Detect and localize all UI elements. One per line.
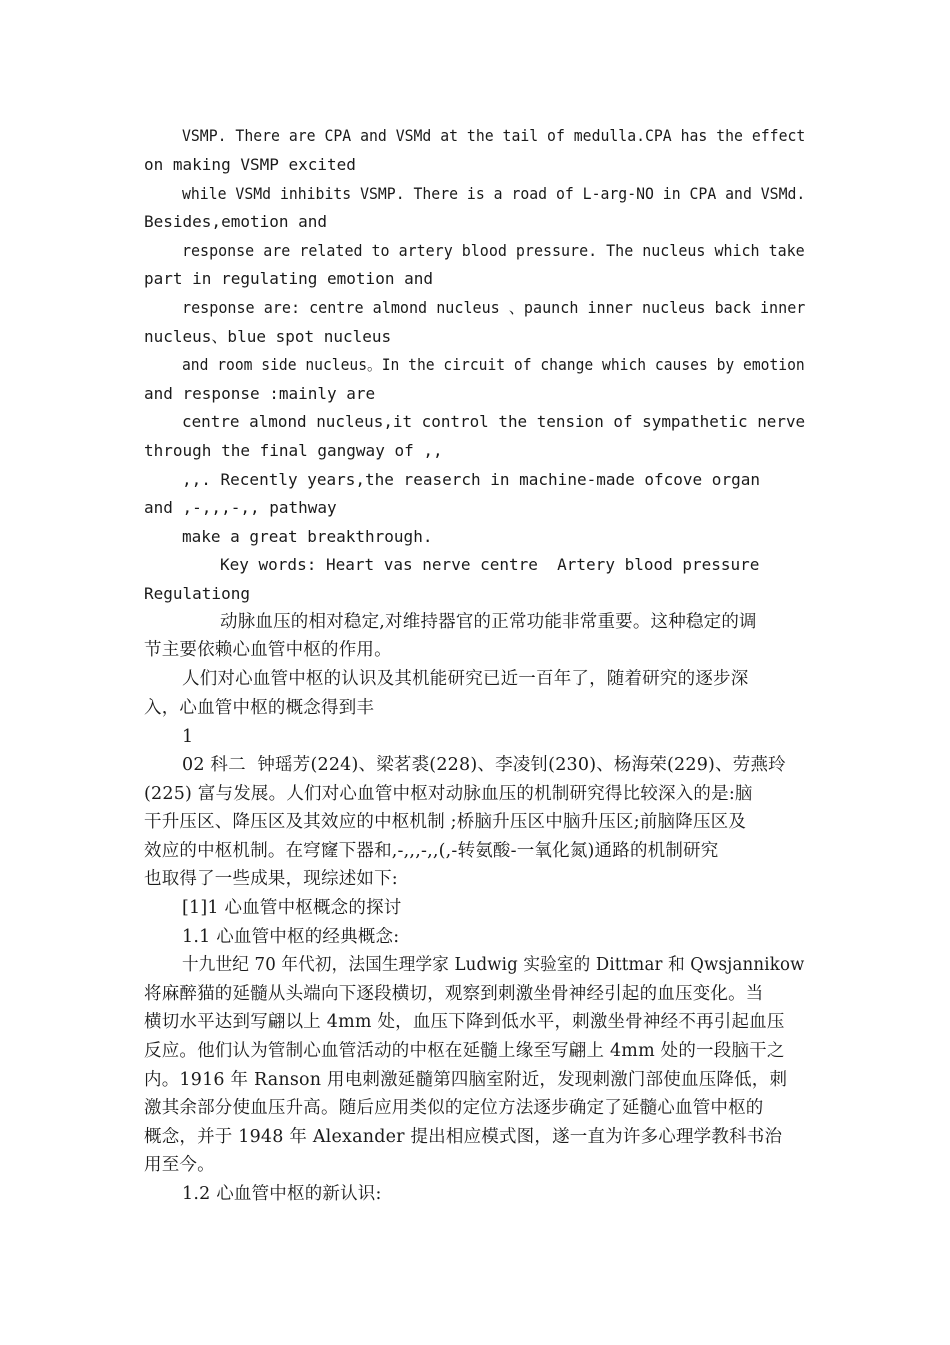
text-line: ,,. Recently years,the reaserch in machine-made ofcove organ xyxy=(182,470,760,489)
text-line: 用至今。 xyxy=(144,1155,215,1175)
text-line: Regulationg xyxy=(144,584,250,603)
text-line: 入，心血管中枢的概念得到丰 xyxy=(144,698,375,718)
keywords-line: Key words: Heart vas nerve centre Artery blood pressure xyxy=(220,555,760,574)
text-line: through the final gangway of ,, xyxy=(144,441,443,460)
text-line: 也取得了一些成果，现综述如下: xyxy=(144,869,398,889)
text-line: 效应的中枢机制。在穹窿下器和,-,,,-,,(,-转氨酸-一氧化氮)通路的机制研究 xyxy=(144,841,719,861)
text-line: 动脉血压的相对稳定,对维持器官的正常功能非常重要。这种稳定的调 xyxy=(220,612,757,632)
authors-line: 02 科二 钟瑶芳(224)、梁茗裘(228)、李凌钊(230)、杨海荣(229)、劳燕玲 xyxy=(182,755,786,775)
text-line: and ,-,,,-,, pathway xyxy=(144,498,337,517)
text-line: part in regulating emotion and xyxy=(144,269,433,288)
text-line: 十九世纪 70 年代初，法国生理学家 Ludwig 实验室的 Dittmar 和 Qwsjannikow xyxy=(182,955,805,975)
text-line: while VSMd inhibits VSMP. There is a road of L-arg-NO in CPA and VSMd. xyxy=(182,184,806,203)
text-line: 内。1916 年 Ranson 用电刺激延髓第四脑室附近，发现刺激门部使血压降低，刺 xyxy=(144,1070,788,1090)
text-line: 人们对心血管中枢的认识及其机能研究已近一百年了，随着研究的逐步深 xyxy=(182,669,749,689)
text-line: on making VSMP excited xyxy=(144,155,356,174)
subsection-heading: 1.1 心血管中枢的经典概念: xyxy=(182,927,400,947)
page-number: 1 xyxy=(182,727,194,747)
text-line: 节主要依赖心血管中枢的作用。 xyxy=(144,640,392,660)
text-line: and response :mainly are xyxy=(144,384,376,403)
text-line: centre almond nucleus,it control the tension of sympathetic nerve xyxy=(182,412,806,431)
text-line: and room side nucleus。In the circuit of change which causes by emotion xyxy=(182,355,805,374)
text-line: 概念，并于 1948 年 Alexander 提出相应模式图，遂一直为许多心理学教科书治 xyxy=(144,1127,783,1147)
text-line: 反应。他们认为管制心血管活动的中枢在延髓上缘至写翩上 4mm 处的一段脑干之 xyxy=(144,1041,785,1061)
section-heading: [1]1 心血管中枢概念的探讨 xyxy=(182,898,402,918)
text-line: 干升压区、降压区及其效应的中枢机制 ;桥脑升压区中脑升压区;前脑降压区及 xyxy=(144,812,747,832)
text-line: 激其余部分使血压升高。随后应用类似的定位方法逐步确定了延髓心血管中枢的 xyxy=(144,1098,764,1118)
text-line: 横切水平达到写翩以上 4mm 处，血压下降到低水平，刺激坐骨神经不再引起血压 xyxy=(144,1012,785,1032)
text-line: response are: centre almond nucleus 、paunch inner nucleus back inner xyxy=(182,298,806,317)
subsection-heading: 1.2 心血管中枢的新认识: xyxy=(182,1184,382,1204)
text-line: 将麻醉猫的延髓从头端向下逐段横切，观察到刺激坐骨神经引起的血压变化。当 xyxy=(144,984,764,1004)
text-line: Besides,emotion and xyxy=(144,212,328,231)
text-line: VSMP. There are CPA and VSMd at the tail of medulla.CPA has the effect xyxy=(182,126,806,145)
text-line: response are related to artery blood pressure. The nucleus which take xyxy=(182,241,805,260)
text-line: make a great breakthrough. xyxy=(182,527,433,546)
text-line: nucleus、blue spot nucleus xyxy=(144,327,392,346)
text-line: (225) 富与发展。人们对心血管中枢对动脉血压的机制研究得比较深入的是:脑 xyxy=(144,784,753,804)
